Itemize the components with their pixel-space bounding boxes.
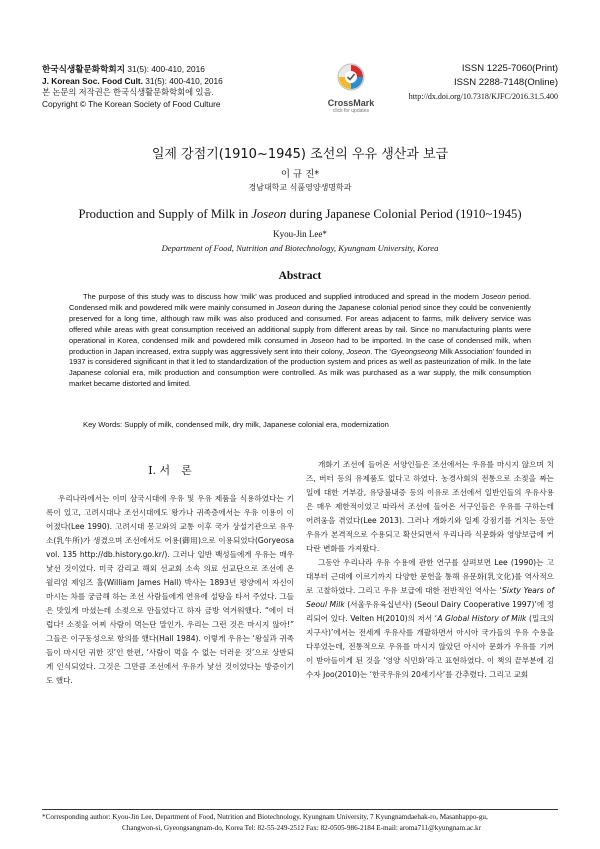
title-en-italic: Joseon (251, 207, 287, 221)
keywords: Key Words: Supply of milk, condensed milk, dry milk, Japanese colonial era, modernization (83, 420, 389, 429)
journal-name-ko: 한국식생활문화학회지 (42, 64, 126, 74)
journal-volume-en: 31(5): 400-410, 2016 (145, 75, 223, 86)
issn-print: ISSN 1225-7060(Print) (461, 63, 558, 74)
abstract-text: during the Japanese colonial period since they could be conveniently preserved for a long time, although raw milk was also produced and consumed. For areas adjacent to farms, milk delivery service was offered while areas with great consumption received an additional supply from different areas by rail. Since no manufacturing plants were operational in Korea, condensed milk and powdered milk consumed in (69, 302, 531, 345)
abstract-text: The purpose of this study was to discuss how ‘milk’ was produced and supplied introduced and spread in the modern (83, 292, 482, 301)
footnote-line: *Corresponding author: Kyou-Jin Lee, Department of Food, Nutrition and Biotechnology, Kyungnam University, 7 Kyungnamdaehak-ro, Masanhappo-gu, (42, 813, 488, 821)
title-en-part: Production and Supply of Milk in (78, 207, 252, 221)
abstract-italic: Joseon (276, 302, 301, 312)
crossmark-label: CrossMark (327, 98, 375, 108)
crossmark-badge[interactable] (325, 62, 377, 114)
corresponding-author-footnote (42, 812, 572, 833)
body-column-left (46, 460, 294, 688)
issn-block (409, 62, 558, 104)
journal-volume-ko: 31(5): 400-410, 2016 (127, 64, 205, 74)
abstract-text: . The ‘ (370, 346, 392, 356)
title-en-part: during Japanese Colonial Period (1910~1945) (286, 207, 522, 221)
paragraph (306, 556, 554, 682)
abstract-text: period. Condensed milk and powdered milk were mainly consumed in (69, 292, 532, 312)
book-title-italic: Sixty Years of Seoul Milk (306, 586, 554, 609)
abstract-text: had to be imported. In the case of condensed milk, when production in Japan increased, extra supply was aggressively sent into their colony, (69, 335, 532, 356)
abstract-body (69, 292, 531, 390)
abstract-italic: Joseon (481, 292, 506, 301)
section-heading-introduction: Ⅰ. 서 론 (148, 464, 192, 477)
copyright-ko: 본 논문의 저작권은 한국식생활문화학회에 있음. (42, 87, 214, 97)
body-column-right (306, 458, 554, 682)
affiliation-korean: 경남대학교 식품영양생명학과 (248, 183, 352, 192)
title-korean: 일제 강점기(1910~1945) 조선의 우유 생산과 보급 (151, 147, 449, 162)
paragraph-text: 그동안 우리나라 우유 수용에 관한 연구를 살펴보면 Lee (1990)는 고대부터 근대에 이르기까지 다양한 문헌을 통해 유문화(乳文化)를 역사적으로 고찰하였다. 그리고 우유 보급에 대한 전반적인 역사는 ‘ (306, 558, 554, 595)
abstract-italic: Joseon (346, 346, 371, 356)
paragraph-text: (밀크의 지구사)’에서는 전세계 우유사를 개괄하면서 아시아 국가들의 우유 수용을 다루었는데, 전통적으로 우유를 마시지 않았던 아시아 문화가 우유를 기꺼이 받아들이게 된 것을 ‘영양 식민화’라고 표현하였다. 이 책의 끝부분에 김수자 Joo(2010)는 ‘한국우유의 20세기사’를 간추렸다. 그리고 교회 (306, 614, 554, 679)
abstract-text: Milk Association’ founded in 1937 is considered significant in that it led to standardization of the production system and prices as well as pasteurization of milk. In the late Japanese colonial era, milk production and consumption were controlled. As milk was purchased as a war supply, the milk consumption market became distorted and limited. (69, 346, 531, 389)
issn-online: ISSN 2288-7148(Online) (453, 77, 558, 88)
doi-link[interactable]: http://dx.doi.org/10.7318/KJFC/2016.31.5.400 (408, 92, 558, 101)
title-english (0, 207, 600, 222)
affiliation-english: Department of Food, Nutrition and Biotechnology, Kyungnam University, Korea (161, 243, 439, 253)
paragraph: 우리나라에서는 이미 삼국시대에 우유 및 우유 제품을 식용하였다는 기록이 있고, 고려시대나 조선시대에도 왕가나 귀족층에서는 우유 이용이 이어졌다(Lee 1990). 고려시대 몽고와의 교통 이후 국가 상설기관으로 유우소(乳牛所)가 생겼으며 조선에서도 어용(御用)으로 이용되었다(Goryeosa vol. 135 http://db.history.go.kr/). 그러나 일반 백성들에게 우유는 매우 낯선 것이었다. 미국 감리교 해외 선교회 소속 의료 선교단으로 조선에 온 윌리엄 제임즈 홀(William James Hall) 박사는 1893년 평양에서 자신이 마시는 차를 궁금해 하는 조선 사람들에게 연유에 설탕을 타서 주었다. 그들은 맛있게 마셨는데 소젖으로 만들었다고 하자 금방 역겨워했다. “에이 더럽다! 소젖을 어찌 사람이 먹는단 말인가. 우리는 그런 것은 마시지 않아!” 그들은 이구동성으로 항의를 했다(Hall 1984). 이렇게 우유는 ‘왕실과 귀족들이 마시던 귀한 것’인 한편, ‘사람이 먹을 수 없는 더러운 것’으로 상반되게 인식되었다. 그것은 그만큼 조선에서 우유가 낯선 것이었다는 방증이기도 했다. (46, 494, 294, 685)
footnote-divider (42, 809, 558, 810)
book-title-italic: A Global History of Milk (437, 614, 527, 623)
author-english: Kyou-Jin Lee* (273, 229, 327, 239)
paragraph-text: (서울우유육십년사) (Seoul Dairy Cooperative 1997)’에 정리되어 있다. Velten H(2010)의 저서 ‘ (306, 600, 554, 623)
abstract-italic: Gyeongseong (391, 346, 438, 356)
author-korean: 이 규 진* (280, 169, 320, 180)
paragraph: 개화기 조선에 들어온 서양인들은 조선에서는 우유를 마시지 않으며 치즈, 버터 등의 유제품도 없다고 하였다. 농경사회의 전통으로 소젖을 짜는 일에 대한 거부감, 유당불내증 등의 이유로 조선에서 일반인들의 우유사용은 매우 제한적이었고 따라서 조선에 들어온 서구인들은 우유를 구하는데 어려움을 겪었다(Lee 2013). 그러나 개화기와 일제 강점기를 거치는 동안 우유가 본격적으로 수용되고 확산되면서 우리나라 식문화와 영양보급에 커다란 변화를 가져왔다. (306, 460, 554, 553)
crossmark-sub: click for updates (332, 108, 370, 114)
abstract-heading: Abstract (278, 270, 322, 282)
journal-name-en: J. Korean Soc. Food Cult. (42, 75, 143, 86)
copyright-en: Copyright © The Korean Society of Food Culture (42, 98, 221, 109)
footnote-line: Changwon-si, Gyeongsangnam-do, Korea Tel: 82-55-249-2512 Fax: 82-0505-986-2184 E-mail: aroma711@kyungnam.ac.kr (122, 823, 482, 832)
journal-header (42, 64, 302, 110)
abstract-italic: Joseon (309, 335, 334, 345)
crossmark-icon (336, 62, 366, 92)
